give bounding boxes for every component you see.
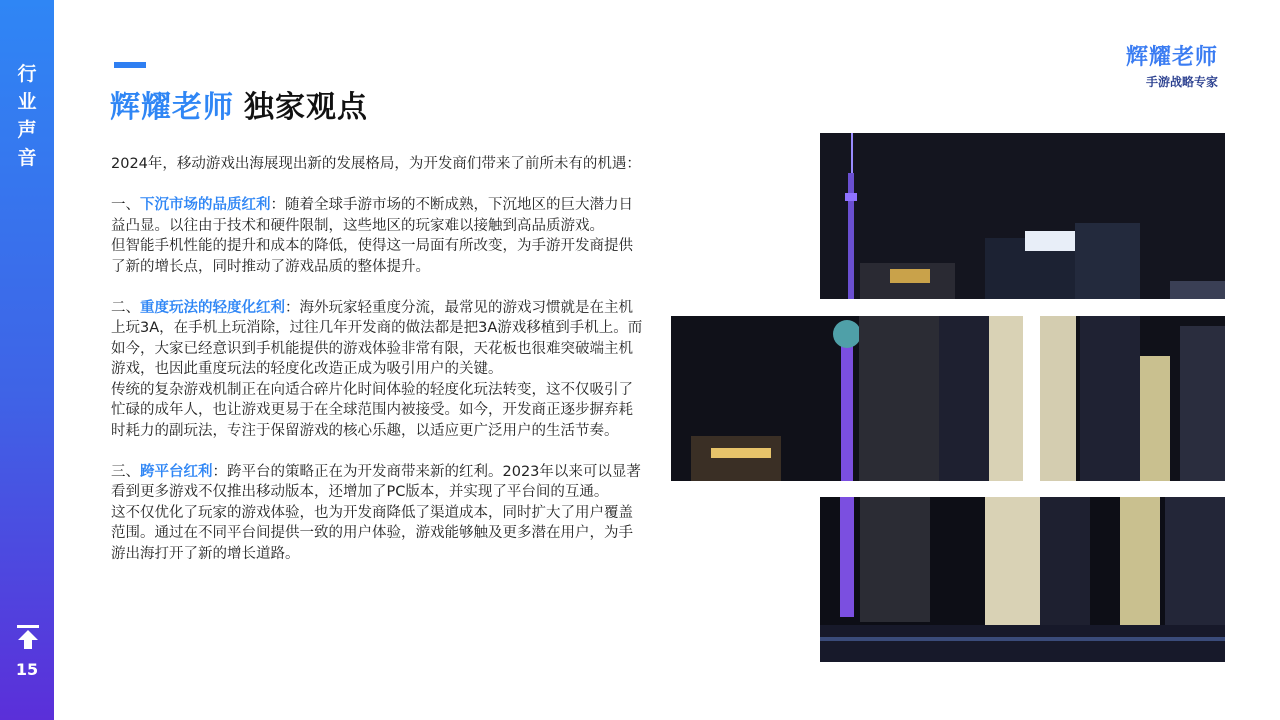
article-body bbox=[111, 154, 646, 564]
section-prefix: 二、 bbox=[111, 299, 140, 316]
page-number: 15 bbox=[15, 660, 39, 679]
back-to-top-icon[interactable] bbox=[16, 624, 40, 650]
section-label-char: 音 bbox=[17, 147, 37, 169]
section-lead: ：跨平台的策略正在为开发商带来新的红利。2023年以来可以显著看到更多游戏不仅推出移动版本，还增加了PC版本，并实现了平台间的互通。 bbox=[111, 463, 641, 500]
section-prefix: 三、 bbox=[111, 463, 140, 480]
skyline-photo-bottom bbox=[820, 497, 1225, 662]
section-lead: ：海外玩家轻重度分流，最常见的游戏习惯就是在主机上玩3A，在手机上玩消除，过往几年开发商的做法都是把3A游戏移植到手机上。而如今，大家已经意识到手机能提供的游戏体验非常有限，天花板也很难突破端主机游戏，也因此重度玩法的轻度化改造正成为吸引用户的关键。 bbox=[111, 299, 643, 377]
skyline-photo-top bbox=[820, 133, 1225, 299]
intro-paragraph: 2024年，移动游戏出海展现出新的发展格局，为开发商们带来了前所未有的机遇： bbox=[111, 156, 641, 172]
section-heading: 重度玩法的轻度化红利 bbox=[140, 299, 285, 316]
title-main-text: 独家观点 bbox=[244, 90, 368, 125]
section-heading: 下沉市场的品质红利 bbox=[140, 197, 271, 213]
section-label-char: 业 bbox=[17, 91, 37, 113]
section-label-char: 声 bbox=[17, 119, 37, 141]
section-label-char: 行 bbox=[17, 63, 37, 85]
title-accent-text: 辉耀老师 bbox=[110, 90, 234, 125]
section-3-paragraph: 这不仅优化了玩家的游戏体验，也为开发商降低了渠道成本，同时扩大了用户覆盖范围。通过在不同平台间提供一致的用户体验，游戏能够触及更多潜在用户，为手游出海打开了新的增长道路。 bbox=[111, 504, 633, 562]
brand-subtitle: 手游战略专家 bbox=[1145, 75, 1218, 89]
section-1-paragraph: 但智能手机性能的提升和成本的降低，使得这一局面有所改变，为手游开发商提供了新的增长点，同时推动了游戏品质的整体提升。 bbox=[111, 238, 633, 275]
skyline-photo-right bbox=[1040, 316, 1225, 481]
section-2 bbox=[111, 298, 646, 380]
section-label bbox=[0, 60, 54, 172]
skyline-photo-left bbox=[671, 316, 1023, 481]
page-title bbox=[110, 82, 368, 126]
section-2-paragraph: 传统的复杂游戏机制正在向适合碎片化时间体验的轻度化玩法转变，这不仅吸引了忙碌的成年人，也让游戏更易于在全球范围内被接受。如今，开发商正逐步摒弃耗时耗力的副玩法，专注于保留游戏的核心乐趣，以适应更广泛用户的生活节奏。 bbox=[111, 381, 633, 439]
section-prefix: 一、 bbox=[111, 197, 140, 213]
section-lead: ：随着全球手游市场的不断成熟，下沉地区的巨大潜力日益凸显。以往由于技术和硬件限制，这些地区的玩家难以接触到高品质游戏。 bbox=[111, 197, 633, 234]
brand-block bbox=[1126, 40, 1218, 90]
section-heading: 跨平台红利 bbox=[140, 463, 213, 480]
section-3 bbox=[111, 462, 646, 503]
brand-name: 辉耀老师 bbox=[1125, 45, 1218, 70]
section-1 bbox=[111, 195, 646, 236]
title-accent-bar bbox=[114, 62, 146, 68]
